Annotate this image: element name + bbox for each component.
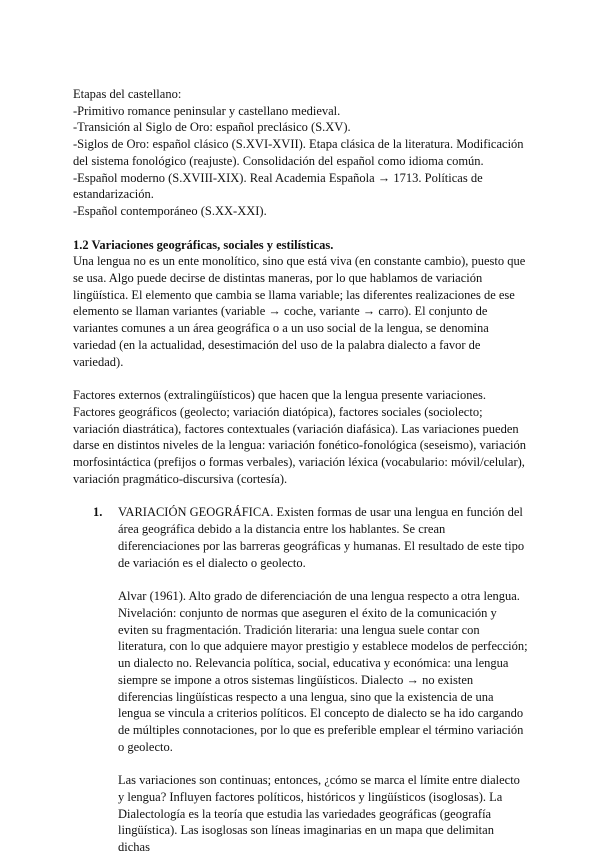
- stage-item: -Siglos de Oro: español clásico (S.XVI-XVII). Etapa clásica de la literatura. Modificación del sistema fonológico (reajuste). Consolidación del español como idioma común.: [73, 137, 524, 168]
- stage-item: -Primitivo romance peninsular y castellano medieval.: [73, 103, 341, 118]
- stages-block: [73, 86, 528, 220]
- alvar-paragraph: Alvar (1961). Alto grado de diferenciación de una lengua respecto a otra lengua. Nivelación: conjunto de normas que aseguren el éxito de la comunicación y eviten su fragmentación. Tradición literaria: una lengua suele contar con literatura, con lo que adquiere mayor prestigio y establece modelos de perfección; un dialecto no. Relevancia política, social, educativa y económica: una lengua siempre se impone a otros sistemas lingüísticos. Dialecto → no existen diferencias lingüísticas respecto a una lengua, sino que la existencia de una lengua se vincula a criterios políticos. El concepto de dialecto se ha ido cargando de múltiples connotaciones, por lo que es preferible emplear el término variación o geolecto.: [118, 589, 528, 754]
- stage-item: -Transición al Siglo de Oro: español preclásico (S.XV).: [73, 120, 351, 135]
- numbered-item-geographic: [73, 504, 528, 571]
- section-heading: 1.2 Variaciones geográficas, sociales y estilísticas.: [73, 237, 334, 252]
- item-number: 1.: [93, 505, 103, 520]
- stage-item: -Español contemporáneo (S.XX-XXI).: [73, 203, 267, 218]
- stages-title: Etapas del castellano:: [73, 87, 182, 101]
- continuity-paragraph: Las variaciones son continuas; entonces, ¿cómo se marca el límite entre dialecto y lengua? Influyen factores políticos, históricos y lingüísticos (isoglosas). La Dialectología es la teoría que estudia las variedades geográficas (geografía lingüística). Las isoglosas son líneas imaginarias en un mapa que delimitan dichas: [118, 773, 520, 855]
- section-paragraph-1: Una lengua no es un ente monolítico, sino que está viva (en constante cambio), puesto que se usa. Algo puede decirse de distintas maneras, por lo que hablamos de variación lingüística. El elemento que cambia se llama variable; las diferentes realizaciones de ese elemento se llaman variantes (variable → coche, variante → carro). El conjunto de variantes comunes a un área geográfica o a un uso social de la lengua, se denomina variedad (en la actualidad, desestimación del uso de la palabra dialecto a favor de variedad).: [73, 254, 526, 369]
- section-paragraph-2: Factores externos (extralingüísticos) que hacen que la lengua presente variaciones. Factores geográficos (geolecto; variación diatópica), factores sociales (sociolecto; variación diastrática), factores contextuales (variación diafásica). Las variaciones pueden darse en distintos niveles de la lengua: variación fonético-fonológica (seseismo), variación morfosintáctica (prefijos o formas verbales), variación léxica (vocabulario: móvil/celular), variación pragmático-discursiva (cortesía).: [73, 388, 526, 486]
- stage-item: -Español moderno (S.XVIII-XIX). Real Academia Española → 1713. Políticas de estandarización.: [73, 170, 483, 202]
- item-text: VARIACIÓN GEOGRÁFICA. Existen formas de usar una lengua en función del área geográfica debido a la distancia entre los hablantes. Se crean diferenciaciones por las barreras geográficas y humanas. El resultado de este tipo de variación es el dialecto o geolecto.: [118, 505, 525, 570]
